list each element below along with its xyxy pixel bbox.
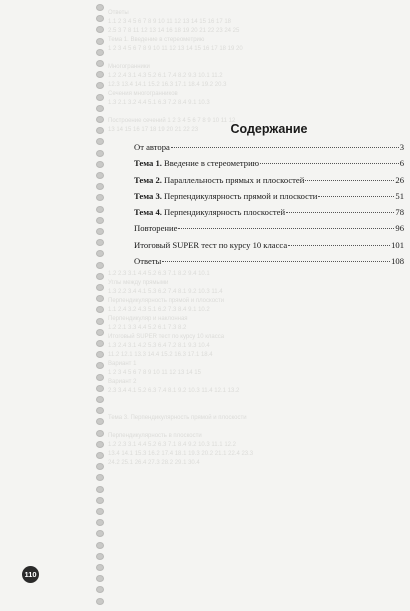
binding-hole — [96, 519, 104, 526]
binding-hole — [96, 385, 104, 392]
binding-hole — [96, 262, 104, 269]
page-number-badge: 110 — [22, 566, 39, 583]
toc-entry-label — [134, 256, 161, 266]
binding-hole — [96, 474, 104, 481]
toc-entry-page: 6 — [399, 158, 404, 169]
toc-entry-title: Повторение — [134, 223, 178, 234]
binding-hole — [96, 351, 104, 358]
toc-entry-label — [134, 207, 285, 217]
binding-hole — [96, 452, 104, 459]
binding-hole — [96, 430, 104, 437]
toc-entry-label — [134, 223, 177, 233]
toc-entry[interactable] — [134, 223, 404, 239]
toc-entry-page: 78 — [395, 207, 404, 218]
binding-hole — [96, 340, 104, 347]
toc-entry[interactable] — [134, 191, 404, 207]
binding-hole — [96, 306, 104, 313]
toc-entry-title: Перпендикулярность плоскостей — [161, 207, 286, 218]
binding-hole — [96, 194, 104, 201]
toc-entry-title: Параллельность прямых и плоскостей — [161, 174, 305, 185]
binding-hole — [96, 49, 104, 56]
toc-leader-dots — [171, 147, 399, 148]
binding-hole — [96, 284, 104, 291]
binding-hole — [96, 497, 104, 504]
binding-hole — [96, 486, 104, 493]
toc-entry-label — [134, 142, 170, 152]
binding-hole — [96, 71, 104, 78]
binding-hole — [96, 228, 104, 235]
binding-hole — [96, 250, 104, 257]
toc-entry[interactable] — [134, 142, 404, 158]
binding-hole — [96, 82, 104, 89]
binding-hole — [96, 441, 104, 448]
binding-hole — [96, 183, 104, 190]
toc-entry-page: 108 — [391, 256, 404, 267]
binding-hole — [96, 172, 104, 179]
toc-entry-title: Итоговый SUPER тест по курсу 10 класса — [134, 239, 288, 250]
binding-hole — [96, 273, 104, 280]
binding-hole — [96, 530, 104, 537]
toc-entry-topic: Тема 3. — [134, 190, 162, 201]
binding-hole — [96, 15, 104, 22]
toc-entry[interactable] — [134, 175, 404, 191]
binding-hole — [96, 542, 104, 549]
binding-hole — [96, 105, 104, 112]
toc-leader-dots — [305, 180, 394, 181]
toc-leader-dots — [288, 245, 390, 246]
binding-hole — [96, 94, 104, 101]
toc-entry-label — [134, 240, 287, 250]
binding-hole — [96, 508, 104, 515]
toc-leader-dots — [286, 212, 394, 213]
binding-hole — [96, 329, 104, 336]
toc-entry[interactable] — [134, 207, 404, 223]
binding-hole — [96, 374, 104, 381]
binding-hole — [96, 217, 104, 224]
toc-entry-topic: Тема 2. — [134, 174, 162, 185]
binding-hole — [96, 553, 104, 560]
toc-entry-title: От автора — [134, 142, 170, 152]
binding-hole — [96, 396, 104, 403]
toc-entry-page: 96 — [395, 223, 404, 234]
toc-entry-label — [134, 158, 259, 168]
toc-entry-page: 26 — [395, 174, 404, 185]
toc-entry[interactable] — [134, 256, 404, 272]
toc-entry-topic: Тема 1. — [134, 158, 162, 169]
binding-hole — [96, 318, 104, 325]
toc-entry-label — [134, 191, 317, 201]
binding-hole — [96, 598, 104, 605]
toc-leader-dots — [162, 261, 390, 262]
toc-leader-dots — [260, 163, 399, 164]
toc-entry[interactable] — [134, 240, 404, 256]
binding-hole — [96, 60, 104, 67]
binding-hole — [96, 26, 104, 33]
toc-entry-topic: Тема 4. — [134, 207, 162, 218]
binding-hole — [96, 38, 104, 45]
toc-leader-dots — [318, 196, 394, 197]
binding-hole — [96, 575, 104, 582]
toc-entry[interactable] — [134, 158, 404, 174]
toc-entry-page: 51 — [395, 190, 404, 201]
binding-hole — [96, 138, 104, 145]
toc-entry-title: Ответы — [134, 256, 162, 267]
binding-hole — [96, 4, 104, 11]
binding-hole — [96, 407, 104, 414]
toc-entry-label — [134, 175, 304, 185]
spiral-binding — [92, 0, 106, 611]
table-of-contents — [134, 122, 404, 272]
binding-hole — [96, 418, 104, 425]
binding-hole — [96, 564, 104, 571]
toc-leader-dots — [178, 228, 394, 229]
toc-entry-title: Перпендикулярность прямой и плоскости — [161, 190, 318, 201]
binding-hole — [96, 239, 104, 246]
toc-entry-page: 3 — [399, 142, 404, 152]
binding-hole — [96, 206, 104, 213]
binding-hole — [96, 586, 104, 593]
toc-entry-page: 101 — [391, 239, 404, 250]
toc-title: Содержание — [230, 122, 308, 136]
binding-hole — [96, 295, 104, 302]
binding-hole — [96, 127, 104, 134]
binding-hole — [96, 116, 104, 123]
bleed-through-text: Ответы 1.1 2 3 4 5 6 7 8 9 10 11 12 13 14 15 16 17 18 2.5 3 7 8 11 12 13 14 16 18 19 20 21 22 23 24 25 Тема 1. Введение в стереометрию 1 2 3 4 5 6 7 8 9 10 11 12 13 14 15 16 17 18 19 20 Многогранники 1.2 2.4 3.1 4.3 5.2 6.1 7.4 8.2 9.3 10.1 11.2 12.3 13.4 14.1 15.2 16.3 17.1 18.4 19.2 20.3 Сечения многогранников 1.3 2.1 3.2 4.4 5.1 6.3 7.2 8.4 9.1 10.3 Построение сечений 1 2 3 4 5 6 7 8 9 10 11 12 13 14 15 16 17 18 19 20 21 22 23 1.2 2.3 3.1 4.4 5.2 6.3 7.1 8.2 9.4 10.1 Углы между прямыми 1.3 2.2 3.4 4.1 5.3 6.2 7.4 8.1 9.2 10.3 11.4 Перпендикулярность прямой и плоскости 1.1 2.4 3.2 4.3 5.1 6.2 7.3 8.4 9.1 10.2 Перпендикуляр и наклонная 1.2 2.1 3.3 4.4 5.2 6.1 7.3 8.2 Итоговый SUPER тест по курсу 10 класса 1.3 2.4 3.1 4.2 5.3 6.4 7.2 8.1 9.3 10.4 11.2 12.1 13.3 14.4 15.2 16.3 17.1 18.4 Вариант 1 1 2 3 4 5 6 7 8 9 10 11 12 13 14 15 Вариант 2 2.3 3.4 4.1 5.2 6.3 7.4 8.1 9.2 10.3 11.4 12.1 13.2 Тема 3. Перпендикулярность прямой и плоскости Перпендикулярность в плоскости 1.2 2.3 3.1 4.4 5.2 6.3 7.1 8.4 9.2 10.3 11.1 12.2 13.4 14.1 15.3 16.2 17.4 18.1 19.3 20.2 21.1 22.4 23.3 24.2 25.1 26.4 27.3 28.2 29.1 30.4 — [108, 10, 254, 466]
binding-hole — [96, 150, 104, 157]
binding-hole — [96, 463, 104, 470]
binding-hole — [96, 362, 104, 369]
binding-hole — [96, 161, 104, 168]
toc-entry-title: Введение в стереометрию — [161, 158, 260, 169]
